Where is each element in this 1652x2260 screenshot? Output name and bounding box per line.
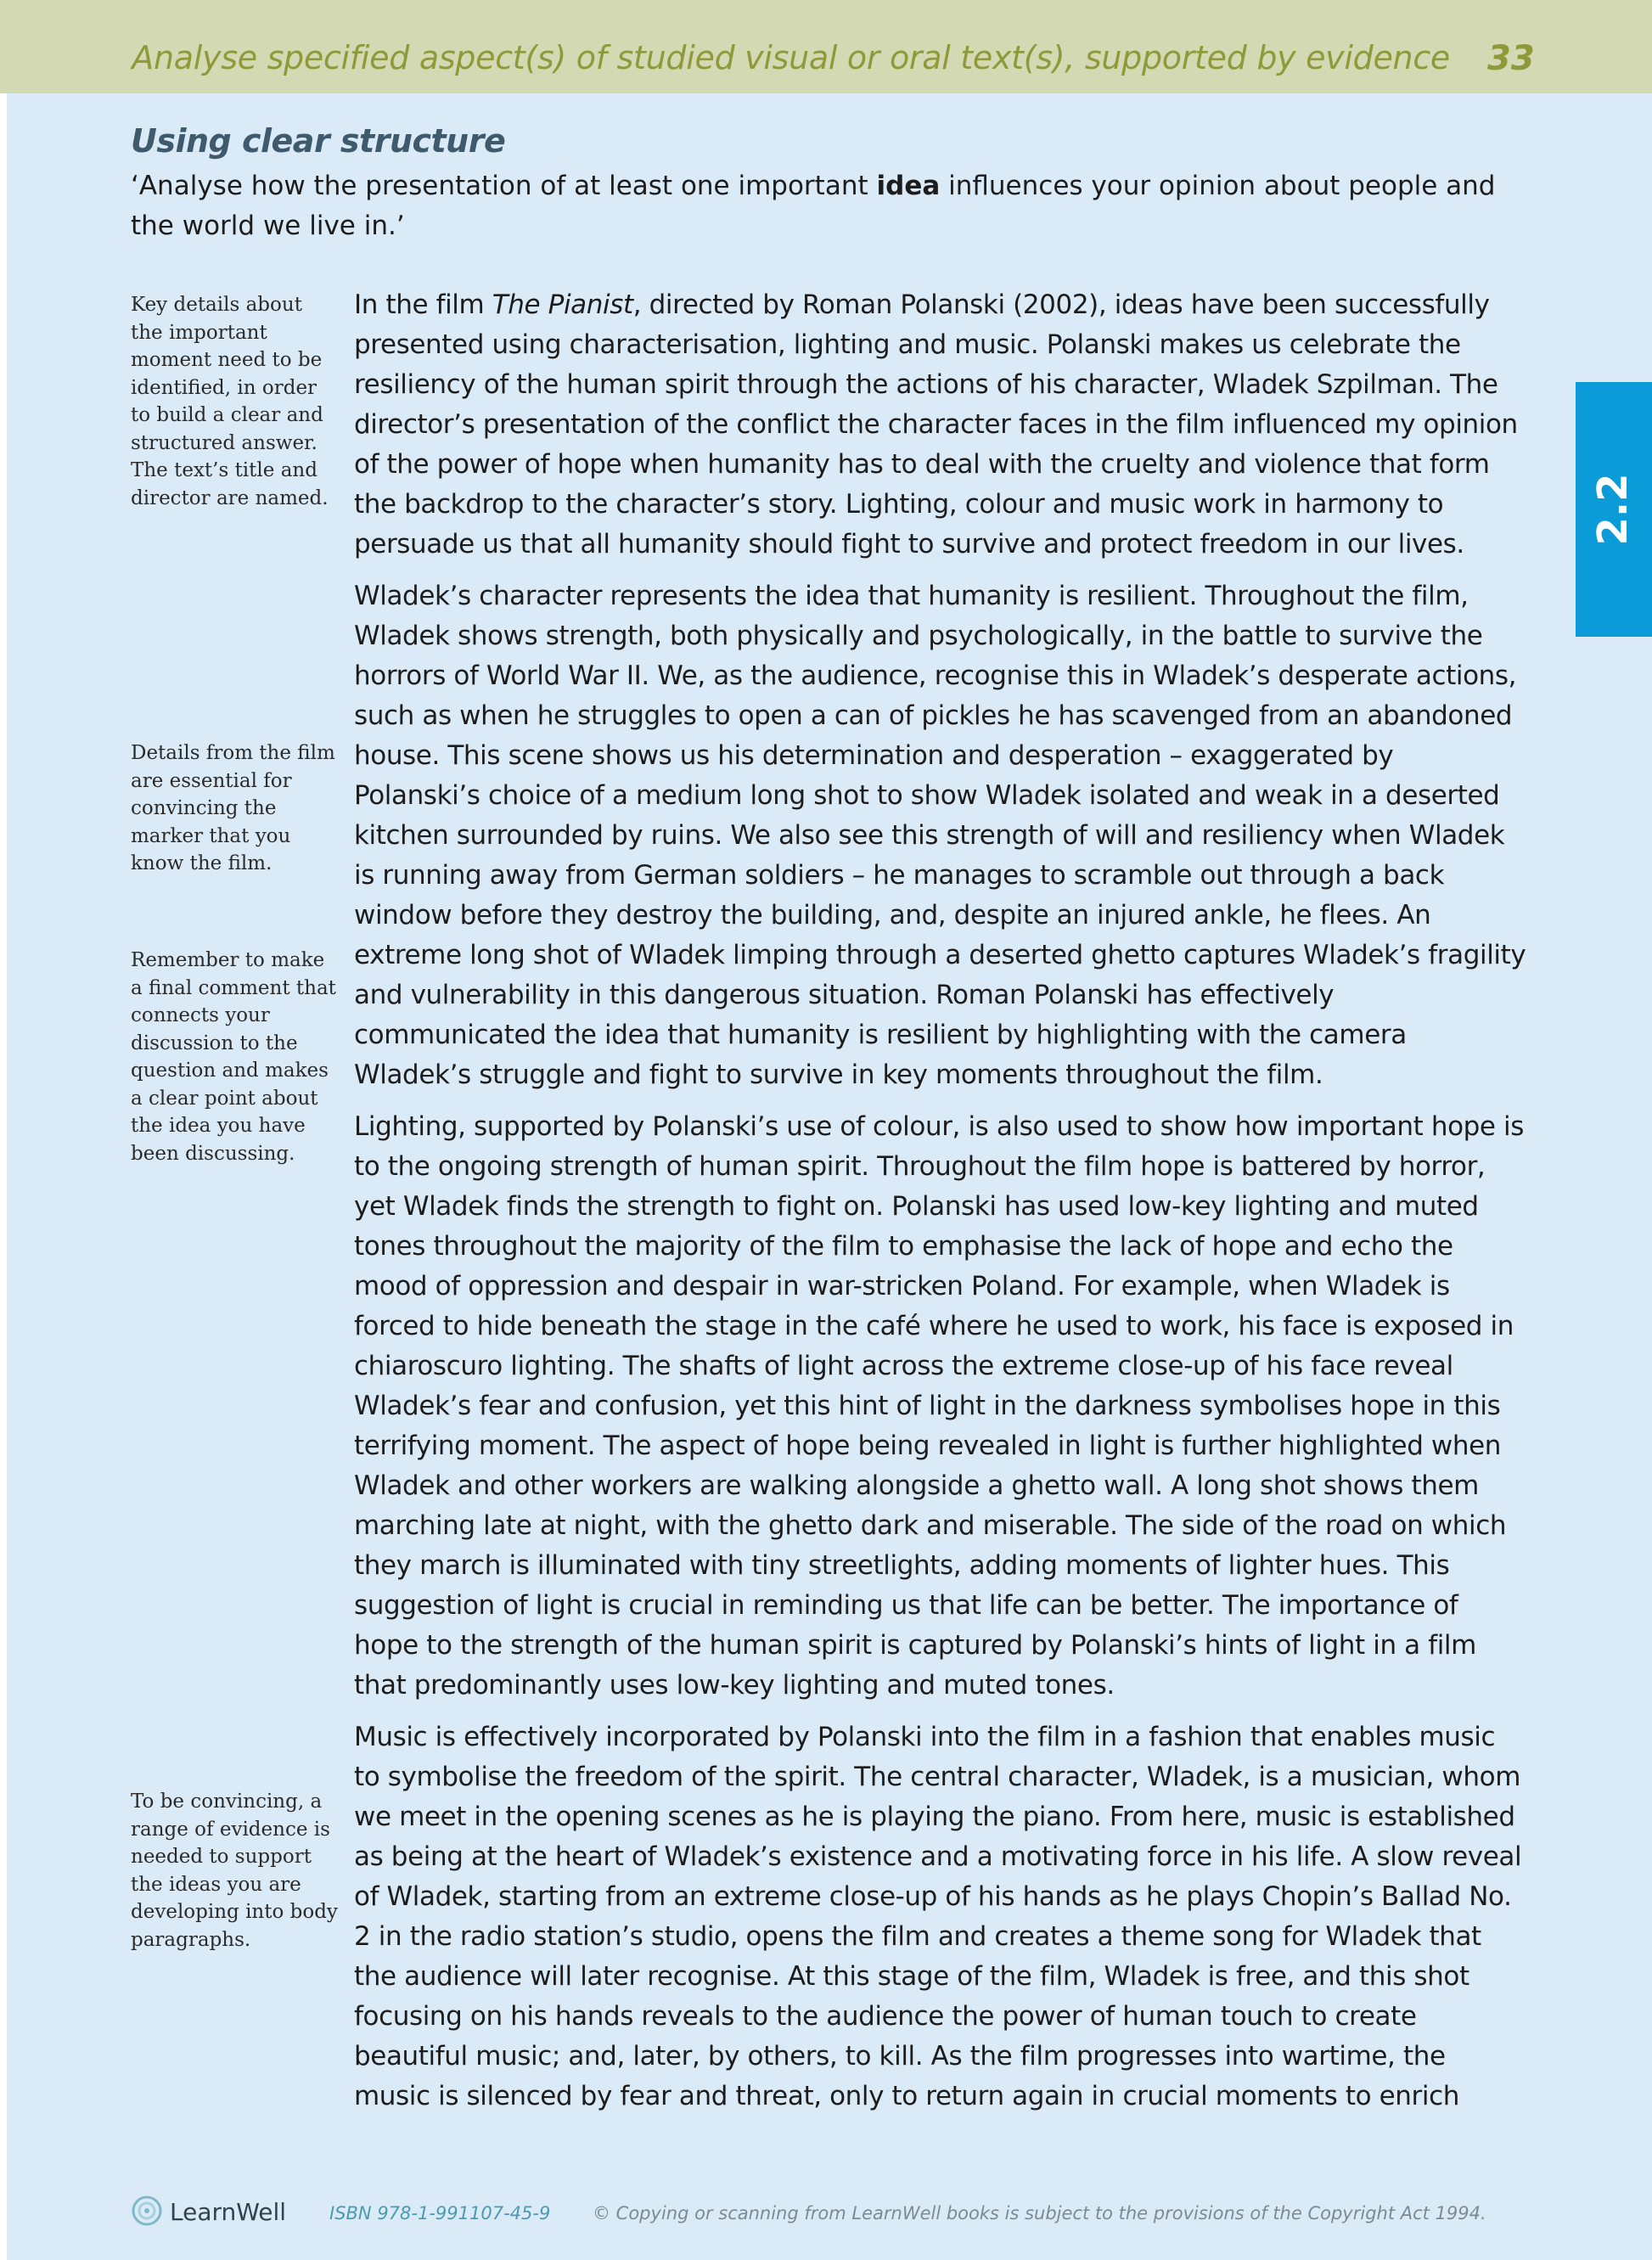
section-tab-label: 2.2 bbox=[1589, 473, 1637, 546]
film-title: The Pianist bbox=[492, 290, 633, 320]
page-number: 33 bbox=[1487, 39, 1535, 78]
margin-note-4: To be convincing, a range of evidence is needed to support the ideas you are developing into body paragraphs. bbox=[131, 1791, 338, 1951]
essay-body bbox=[354, 285, 1527, 2128]
essay-paragraph-resilience: Wladek’s character represents the idea that humanity is resilient. Throughout the film, Wladek shows strength, both physically and psychologically, in the battle to survive the horrors of World War II. We, as the audience, recognise this in Wladek’s desperate actions, such as when he struggles to open a can of pickles he has scavenged from an abandoned house. This scene shows us his determination and desperation – exaggerated by Polanski’s choice of a medium long shot to show Wladek isolated and weak in a deserted kitchen surrounded by ruins. We also see this strength of will and resiliency when Wladek is running away from German soldiers – he manages to scramble out through a back window before they destroy the building, and, despite an injured ankle, he flees. An extreme long shot of Wladek limping through a deserted ghetto captures Wladek’s fragility and vulnerability in this dangerous situation. Roman Polanski has effectively communicated the idea that humanity is resilient by highlighting with the camera Wladek’s struggle and fight to survive in key moments throughout the film. bbox=[354, 581, 1526, 1090]
margin-note-2: Details from the film are essential for convincing the marker that you know the film. bbox=[131, 742, 335, 874]
question-text-end: influences your opinion about people and the world we live in.’ bbox=[131, 171, 1496, 241]
question-prompt bbox=[131, 166, 1531, 246]
essay-paragraph-intro bbox=[354, 285, 1527, 565]
learnwell-logo-text: LearnWell bbox=[170, 2198, 287, 2226]
intro-text-end: , directed by Roman Polanski (2002), ideas have been successfully presented using characterisation, lighting and music. Polanski makes us celebrate the resiliency of the human spirit through the actions of his character, Wladek Szpilman. The director’s presentation of the conflict the character faces in the film influenced my opinion of the power of hope when humanity has to deal with the cruelty and violence that form the backdrop to the character’s story. Lighting, colour and music work in harmony to persuade us that all humanity should fight to survive and protect freedom in our lives. bbox=[354, 290, 1518, 559]
question-text-start: ‘Analyse how the presentation of at least one important bbox=[131, 171, 877, 201]
intro-text-start: In the film bbox=[354, 290, 492, 320]
question-keyword: idea bbox=[876, 171, 941, 201]
copyright-notice: © Copying or scanning from LearnWell books is subject to the provisions of the Copyright Act 1994. bbox=[593, 2203, 1486, 2223]
running-title: Analyse specified aspect(s) of studied visual or oral text(s), supported by evidence bbox=[132, 39, 1450, 76]
essay-paragraph-lighting: Lighting, supported by Polanski’s use of colour, is also used to show how important hope is to the ongoing strength of human spirit. Throughout the film hope is battered by horror, yet Wladek finds the strength to fight on. Polanski has used low-key lighting and muted tones throughout the majority of the film to emphasise the lack of hope and echo the mood of oppression and despair in war-stricken Poland. For example, when Wladek is forced to hide beneath the stage in the café where he used to work, his face is exposed in chiaroscuro lighting. The shafts of light across the extreme close-up of his face reveal Wladek’s fear and confusion, yet this hint of light in the darkness symbolises hope in this terrifying moment. The aspect of hope being revealed in light is further highlighted when Wladek and other workers are walking alongside a ghetto wall. A long shot shows them marching late at night, with the ghetto dark and miserable. The side of the road on which they march is illuminated with tiny streetlights, adding moments of lighter hues. This suggestion of light is crucial in reminding us that life can be better. The importance of hope to the strength of the human spirit is captured by Polanski’s hints of light in a film that predominantly uses low-key lighting and muted tones. bbox=[354, 1111, 1525, 1701]
learnwell-logo-icon bbox=[131, 2195, 163, 2230]
margin-note-3: Remember to make a final comment that connects your discussion to the question and makes a clear point about the idea you have been discussing. bbox=[131, 949, 336, 1165]
essay-paragraph-music: Music is effectively incorporated by Polanski into the film in a fashion that enables music to symbolise the freedom of the spirit. The central character, Wladek, is a musician, whom we meet in the opening scenes as he is playing the piano. From here, music is established as being at the heart of Wladek’s existence and a motivating force in his life. A slow reveal of Wladek, starting from an extreme close-up of his hands as he plays Chopin’s Ballad No. 2 in the radio station’s studio, opens the film and creates a theme song for Wladek that the audience will later recognise. At this stage of the film, Wladek is free, and this shot focusing on his hands reveals to the audience the power of human touch to create beautiful music; and, later, by others, to kill. As the film progresses into wartime, the music is silenced by fear and threat, only to return again in crucial moments to enrich bbox=[354, 1722, 1522, 2111]
section-heading: Using clear structure bbox=[131, 122, 506, 160]
isbn: ISBN 978-1-991107-45-9 bbox=[329, 2203, 551, 2223]
margin-note-1: Key details about the important moment need to be identified, in order to build a clear and structured answer. The text’s title and director are named. bbox=[131, 294, 329, 509]
